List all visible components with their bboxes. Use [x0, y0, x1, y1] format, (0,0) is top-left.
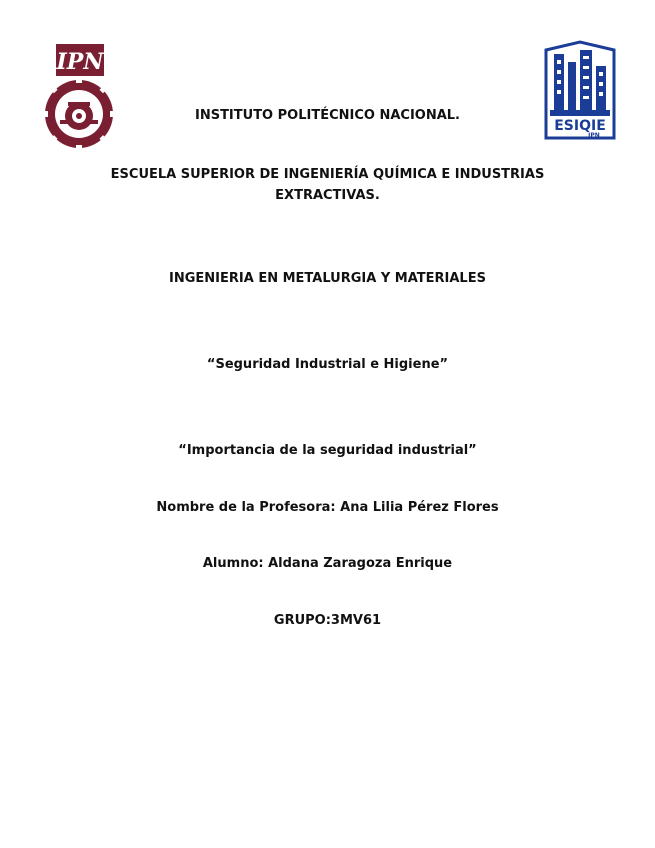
- svg-text:ESIQIE: ESIQIE: [554, 118, 606, 134]
- svg-text:IPN: IPN: [588, 132, 600, 139]
- student-name: Alumno: Aldana Zaragoza Enrique: [202, 556, 453, 571]
- ipn-logo-icon: [38, 42, 120, 152]
- esiqie-logo-icon: [542, 40, 618, 144]
- professor-name: Nombre de la Profesora: Ana Lilia Pérez Flores: [156, 500, 499, 515]
- school-name-line-1: ESCUELA SUPERIOR DE INGENIERÍA QUÍMICA E INDUSTRIAS: [110, 167, 545, 182]
- career-name: INGENIERIA EN METALURGIA Y MATERIALES: [169, 271, 486, 286]
- group-label: GRUPO:3MV61: [273, 613, 382, 628]
- school-name-line-2: EXTRACTIVAS.: [275, 188, 380, 203]
- institution-title: INSTITUTO POLITÉCNICO NACIONAL.: [194, 108, 460, 123]
- subject-title: “Seguridad Industrial e Higiene”: [206, 357, 449, 372]
- topic-title: “Importancia de la seguridad industrial”: [178, 443, 477, 458]
- svg-text:IPN: IPN: [56, 49, 104, 75]
